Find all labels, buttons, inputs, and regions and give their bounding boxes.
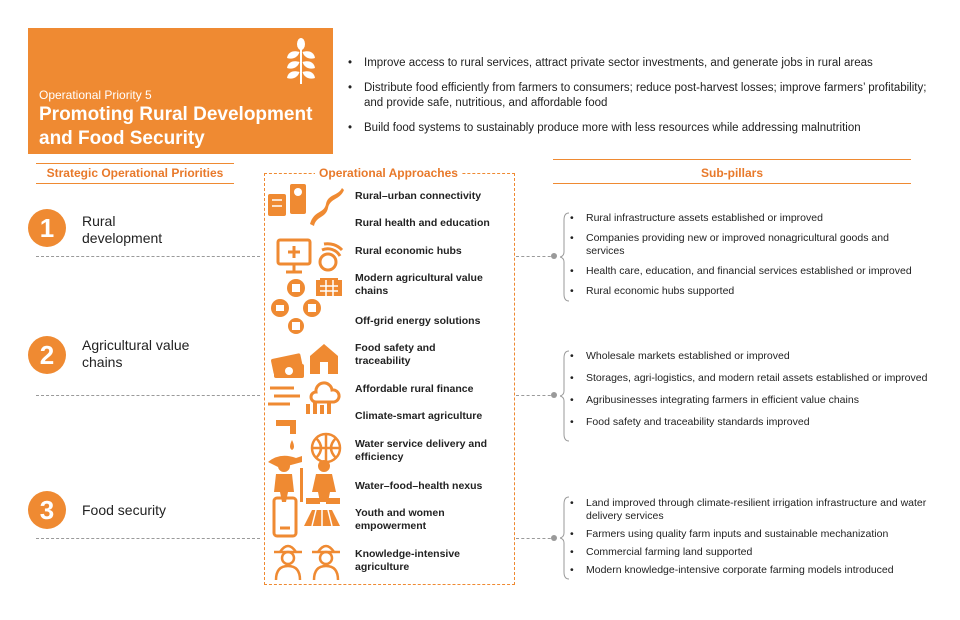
header-kicker: Operational Priority 5 (39, 88, 152, 102)
approach-item: Affordable rural finance (355, 383, 474, 395)
pillar-number-2: 2 (28, 336, 66, 374)
strategic-rule-bottom (36, 183, 234, 184)
subpillar-item: • Companies providing new or improved nonagricultural goods and services (568, 232, 928, 258)
subpillar-item: • Rural infrastructure assets established or improved (568, 212, 928, 225)
goal-item: • Build food systems to sustainably produce more with less resources while addressing malnutrition (346, 121, 946, 136)
connector-dot-3 (551, 535, 557, 541)
connector-left-3 (36, 538, 260, 539)
approach-item: Food safety and traceability (355, 342, 436, 367)
goals-list (346, 56, 946, 146)
pillar-label-agricultural-value-chains: Agricultural value chains (82, 337, 190, 370)
pillar-label-rural-development: Rural development (82, 213, 163, 246)
approach-item: Rural–urban connectivity (355, 190, 482, 202)
approach-item: Rural health and education (355, 217, 490, 229)
approach-item: Youth and women empowerment (355, 507, 445, 532)
approaches-heading: Operational Approaches (315, 166, 462, 180)
goal-item: • Improve access to rural services, attract private sector investments, and generate jobs in rural areas (346, 56, 946, 71)
header-title: Promoting Rural Development and Food Security (39, 104, 313, 149)
subpillar-item: • Farmers using quality farm inputs and sustainable mechanization (568, 528, 928, 541)
goal-item: • Distribute food efficiently from farmers to consumers; reduce post-harvest losses; improve farmers’ profitability; and provide safe, nutritious, and affordable food (346, 81, 946, 111)
strategic-heading: Strategic Operational Priorities (46, 166, 224, 180)
connector-right-2 (516, 395, 556, 396)
subpillar-list-1 (568, 212, 928, 305)
approach-item: Water–food–health nexus (355, 480, 483, 492)
subpillar-item: • Food safety and traceability standards improved (568, 416, 928, 429)
connector-left-2 (36, 395, 260, 396)
subpillar-list-2 (568, 350, 928, 436)
subpillar-item: • Storages, agri-logistics, and modern retail assets established or improved (568, 372, 928, 385)
subpillar-item: • Rural economic hubs supported (568, 285, 928, 298)
farmer-icon (270, 540, 346, 582)
connector-dot-1 (551, 253, 557, 259)
approach-item: Water service delivery and efficiency (355, 438, 488, 463)
approach-item: Off-grid energy solutions (355, 315, 481, 327)
health-education-icon (274, 236, 344, 276)
value-chain-icon (268, 278, 344, 334)
subpillars-rule-bottom (553, 183, 911, 184)
connector-dot-2 (551, 392, 557, 398)
subpillar-item: • Agribusinesses integrating farmers in efficient value chains (568, 394, 928, 407)
wheat-icon (283, 38, 319, 84)
subpillar-item: • Health care, education, and financial services established or improved (568, 265, 928, 278)
solar-energy-icon (270, 496, 346, 540)
subpillar-item: • Commercial farming land supported (568, 546, 928, 559)
subpillar-item: • Wholesale markets established or improved (568, 350, 928, 363)
road-connectivity-icon (266, 180, 346, 230)
subpillars-rule-top (553, 159, 911, 160)
strategic-rule-top (36, 163, 234, 164)
pillar-number-1: 1 (28, 209, 66, 247)
finance-icon (268, 336, 348, 380)
pillar-label-food-security: Food security (82, 502, 167, 518)
header-box (28, 28, 333, 154)
climate-icon (266, 378, 346, 414)
approach-item: Rural economic hubs (355, 245, 462, 257)
subpillar-item: • Modern knowledge-intensive corporate farming models introduced (568, 564, 928, 577)
connector-left-1 (36, 256, 260, 257)
pillar-number-3: 3 (28, 491, 66, 529)
approach-item: Climate-smart agriculture (355, 410, 483, 422)
subpillar-list-3 (568, 497, 928, 584)
subpillar-item: • Land improved through climate-resilient irrigation infrastructure and water delivery services (568, 497, 928, 523)
approach-item: Knowledge-intensive agriculture (355, 548, 461, 573)
connector-right-3 (516, 538, 556, 539)
approach-item: Modern agricultural value chains (355, 272, 483, 297)
connector-right-1 (516, 256, 556, 257)
subpillars-heading: Sub-pillars (700, 166, 763, 180)
